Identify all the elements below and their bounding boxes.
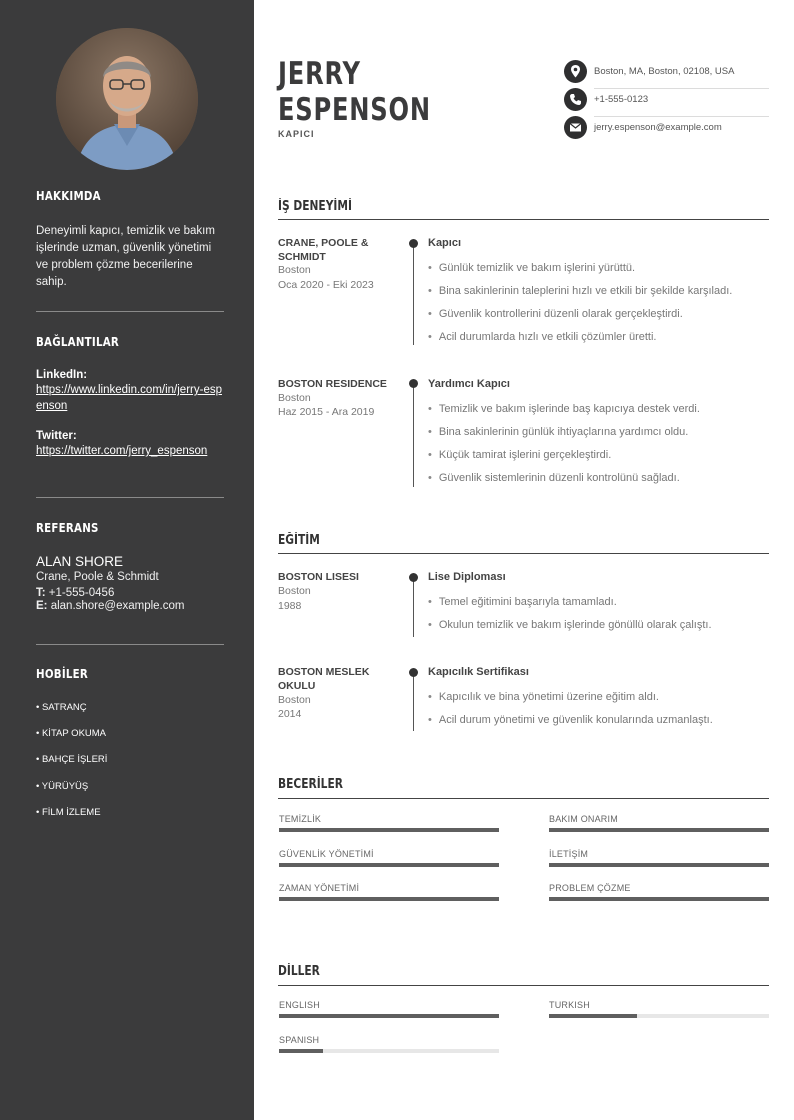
experience-bullet: • Küçük tamirat işlerini gerçekleştirdi.: [428, 449, 611, 461]
language-item: [549, 1000, 769, 1018]
experience-heading: İŞ DENEYİMİ: [278, 199, 352, 214]
experience-title: Yardımcı Kapıcı: [428, 378, 510, 390]
education-heading: EĞİTİM: [278, 533, 320, 548]
contact-email[interactable]: jerry.espenson@example.com: [594, 122, 722, 133]
envelope-icon: [564, 116, 587, 139]
skill-bar-fill: [279, 828, 499, 832]
hobby-item: • BAHÇE İŞLERİ: [36, 754, 108, 765]
languages-heading: DİLLER: [278, 964, 320, 979]
skill-item: [549, 814, 769, 832]
contact-email-row: [564, 116, 769, 138]
reference-email: alan.shore@example.com: [50, 600, 185, 612]
divider: [36, 644, 224, 645]
education-dates: 2014: [278, 708, 302, 720]
skill-name: PROBLEM ÇÖZME: [549, 883, 631, 893]
experience-bullet: • Bina sakinlerinin taleplerini hızlı ve etkili bir şekilde karşıladı.: [428, 285, 732, 297]
education-location: Boston: [278, 694, 311, 706]
skills-heading: BECERİLER: [278, 777, 343, 792]
reference-email-label: E:: [36, 600, 48, 612]
language-bar: [549, 1014, 769, 1018]
language-bar-fill: [279, 1049, 323, 1053]
reference-phone: +1-555-0456: [48, 587, 115, 599]
profile-photo: [56, 28, 198, 170]
section-rule: [278, 219, 769, 220]
skill-name: TEMİZLİK: [279, 814, 322, 824]
education-org: BOSTON LISESI: [278, 571, 359, 583]
skill-item: [549, 883, 769, 901]
reference-company: Crane, Poole & Schmidt: [36, 571, 159, 583]
contact-phone: +1-555-0123: [594, 94, 649, 105]
timeline-dot: [409, 668, 418, 677]
skill-bar: [279, 863, 499, 867]
reference-heading: REFERANS: [36, 520, 99, 535]
language-name: SPANISH: [279, 1035, 320, 1045]
timeline-dot: [409, 379, 418, 388]
section-rule: [278, 798, 769, 799]
experience-dates: Haz 2015 - Ara 2019: [278, 406, 375, 418]
experience-bullet: • Acil durumlarda hızlı ve etkili çözümler üretti.: [428, 331, 657, 343]
skill-item: [279, 814, 499, 832]
education-bullet: • Kapıcılık ve bina yönetimi üzerine eğitim aldı.: [428, 691, 659, 703]
divider: [36, 497, 224, 498]
skill-bar-fill: [549, 863, 769, 867]
education-location: Boston: [278, 585, 311, 597]
skill-bar: [549, 863, 769, 867]
education-title: Kapıcılık Sertifikası: [428, 666, 529, 678]
skill-name: BAKIM ONARIM: [549, 814, 618, 824]
contact-phone-row: [564, 88, 769, 110]
skill-bar: [549, 897, 769, 901]
last-name: ESPENSON: [278, 92, 431, 128]
language-bar-fill: [549, 1014, 637, 1018]
education-title: Lise Diploması: [428, 571, 506, 583]
experience-bullet: • Bina sakinlerinin günlük ihtiyaçlarına yardımcı oldu.: [428, 426, 688, 438]
section-rule: [278, 985, 769, 986]
experience-bullet: • Günlük temizlik ve bakım işlerini yürüttü.: [428, 262, 635, 274]
skill-name: ZAMAN YÖNETİMİ: [279, 883, 360, 893]
skill-bar-fill: [279, 863, 499, 867]
linkedin-label: LinkedIn:: [36, 369, 88, 381]
skill-item: [279, 883, 499, 901]
twitter-link[interactable]: https://twitter.com/jerry_espenson: [36, 445, 208, 457]
skill-bar: [549, 828, 769, 832]
hobby-item: • YÜRÜYÜŞ: [36, 781, 89, 792]
experience-bullet: • Güvenlik sistemlerinin düzenli kontrolünü sağladı.: [428, 472, 680, 484]
education-bullet: • Temel eğitimini başarıyla tamamladı.: [428, 596, 617, 608]
location-pin-icon: [564, 60, 587, 83]
section-rule: [278, 553, 769, 554]
candidate-name: [278, 56, 431, 128]
skill-bar: [279, 828, 499, 832]
job-role: KAPICI: [278, 129, 315, 139]
skill-bar-fill: [549, 897, 769, 901]
phone-icon: [564, 88, 587, 111]
skill-name: İLETİŞİM: [549, 849, 589, 859]
experience-location: Boston: [278, 392, 311, 404]
links-heading: BAĞLANTILAR: [36, 334, 120, 349]
experience-dates: Oca 2020 - Eki 2023: [278, 279, 374, 291]
experience-bullet: • Temizlik ve bakım işlerinde baş kapıcıya destek verdi.: [428, 403, 700, 415]
timeline-line: [413, 243, 414, 345]
skill-bar-fill: [279, 897, 499, 901]
hobby-item: • KİTAP OKUMA: [36, 728, 107, 739]
about-text: Deneyimli kapıcı, temizlik ve bakım işlerinde uzman, güvenlik yönetimi ve problem çözme becerilerine sahip.: [36, 225, 215, 288]
timeline-line: [413, 672, 414, 731]
reference-phone-label: T:: [36, 587, 46, 599]
experience-org: CRANE, POOLE & SCHMIDT: [278, 237, 369, 263]
skill-bar: [279, 897, 499, 901]
education-dates: 1988: [278, 600, 302, 612]
skill-name: GÜVENLİK YÖNETİMİ: [279, 849, 374, 859]
timeline-dot: [409, 239, 418, 248]
contact-address-row: [564, 60, 769, 82]
reference-name: ALAN SHORE: [36, 554, 124, 569]
skill-item: [549, 849, 769, 867]
divider: [36, 311, 224, 312]
contact-address: Boston, MA, Boston, 02108, USA: [594, 66, 735, 77]
hobbies-heading: HOBİLER: [36, 666, 89, 681]
sidebar: [0, 0, 254, 1120]
linkedin-link[interactable]: https://www.linkedin.com/in/jerry-espenson: [36, 384, 222, 412]
language-bar-fill: [279, 1014, 499, 1018]
language-item: [279, 1000, 499, 1018]
language-name: TURKISH: [549, 1000, 590, 1010]
timeline-line: [413, 383, 414, 487]
skill-bar-fill: [549, 828, 769, 832]
education-bullet: • Acil durum yönetimi ve güvenlik konularında uzmanlaştı.: [428, 714, 713, 726]
language-item: [279, 1035, 499, 1053]
language-bar: [279, 1014, 499, 1018]
hobby-item: • FİLM İZLEME: [36, 807, 101, 818]
language-name: ENGLISH: [279, 1000, 320, 1010]
experience-location: Boston: [278, 264, 311, 276]
education-bullet: • Okulun temizlik ve bakım işlerinde gönüllü olarak çalıştı.: [428, 619, 712, 631]
skill-item: [279, 849, 499, 867]
education-org: BOSTON MESLEK OKULU: [278, 666, 370, 692]
timeline-line: [413, 577, 414, 637]
about-heading: HAKKIMDA: [36, 188, 101, 203]
first-name: JERRY: [278, 56, 361, 92]
language-bar: [279, 1049, 499, 1053]
timeline-dot: [409, 573, 418, 582]
hobby-item: • SATRANÇ: [36, 702, 87, 713]
experience-bullet: • Güvenlik kontrollerini düzenli olarak gerçekleştirdi.: [428, 308, 683, 320]
twitter-label: Twitter:: [36, 430, 77, 442]
experience-org: BOSTON RESIDENCE: [278, 378, 387, 390]
experience-title: Kapıcı: [428, 237, 462, 249]
